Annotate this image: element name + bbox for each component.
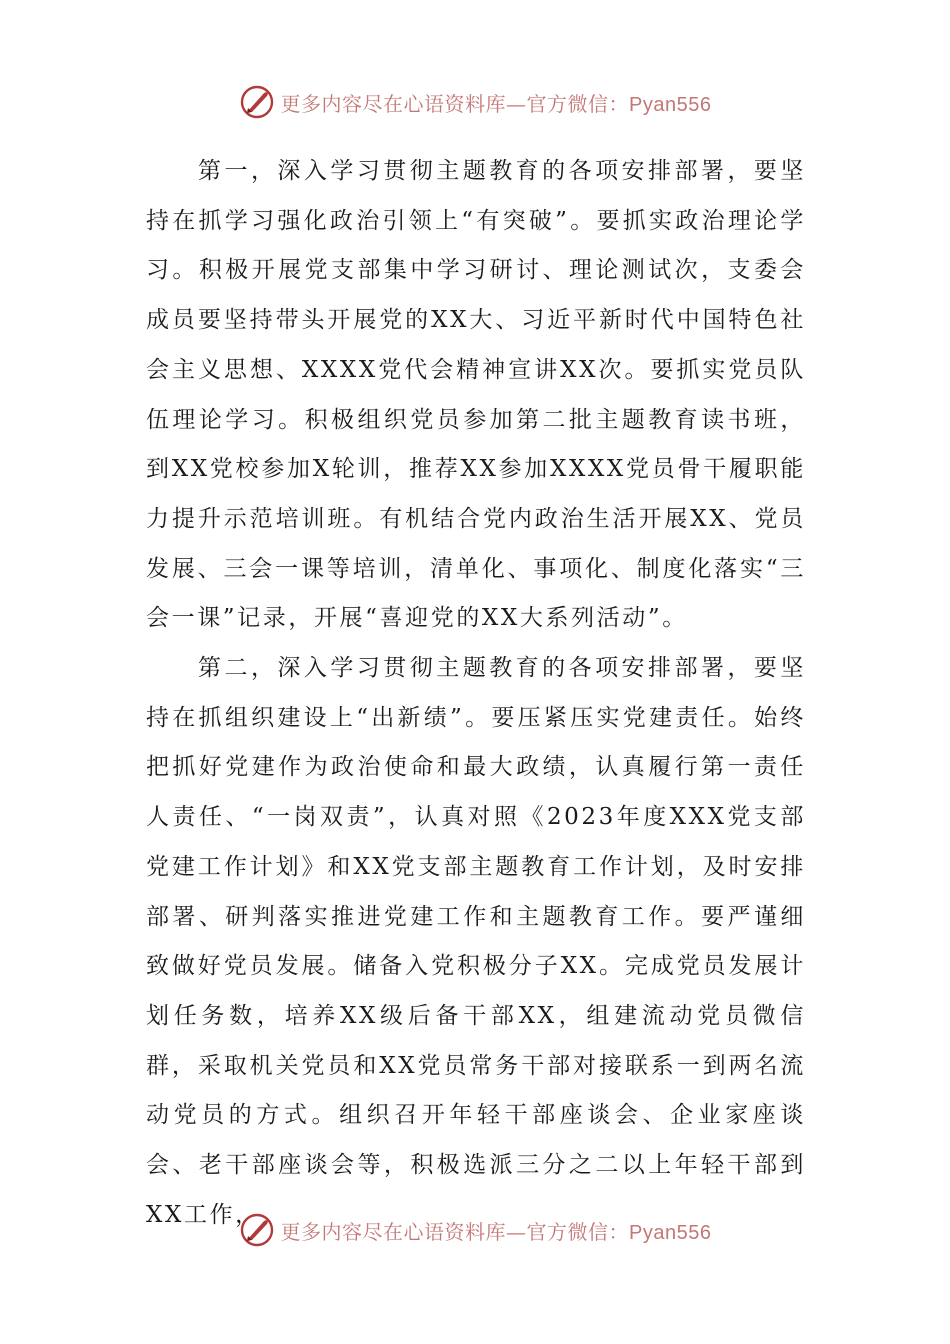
document-body [146, 147, 806, 1240]
watermark-banner-top [0, 80, 950, 124]
quill-pen-logo-icon [239, 1212, 275, 1248]
watermark-wechat-id: Pyan556 [629, 1221, 712, 1244]
watermark-wechat-id: Pyan556 [629, 93, 712, 116]
watermark-banner-bottom [0, 1208, 950, 1252]
watermark-text: 更多内容尽在心语资料库—官方微信： [280, 1219, 630, 1244]
paragraph-2: 第二，深入学习贯彻主题教育的各项安排部署，要坚持在抓组织建设上“出新绩”。要压紧压实党建责任。始终把抓好党建作为政治使命和最大政绩，认真履行第一责任人责任、“一岗双责”，认真对照《2023年度XXX党支部党建工作计划》和XX党支部主题教育工作计划，及时安排部署、研判落实推进党建工作和主题教育工作。要严谨细致做好党员发展。储备入党积极分子XX。完成党员发展计划任务数，培养XX级后备干部XX，组建流动党员微信群，采取机关党员和XX党员常务干部对接联系一到两名流动党员的方式。组织召开年轻干部座谈会、企业家座谈会、老干部座谈会等，积极选派三分之二以上年轻干部到XX工作， [146, 655, 806, 1228]
watermark-text: 更多内容尽在心语资料库—官方微信： [280, 91, 630, 116]
paragraph-1: 第一，深入学习贯彻主题教育的各项安排部署，要坚持在抓学习强化政治引领上“有突破”。要抓实政治理论学习。积极开展党支部集中学习研讨、理论测试次，支委会成员要坚持带头开展党的XX大、习近平新时代中国特色社会主义思想、XXXX党代会精神宣讲XX次。要抓实党员队伍理论学习。积极组织党员参加第二批主题教育读书班，到XX党校参加X轮训，推荐XX参加XXXX党员骨干履职能力提升示范培训班。有机结合党内政治生活开展XX、党员发展、三会一课等培训，清单化、事项化、制度化落实“三会一课”记录，开展“喜迎党的XX大系列活动”。 [146, 158, 806, 632]
quill-pen-logo-icon [239, 84, 275, 120]
